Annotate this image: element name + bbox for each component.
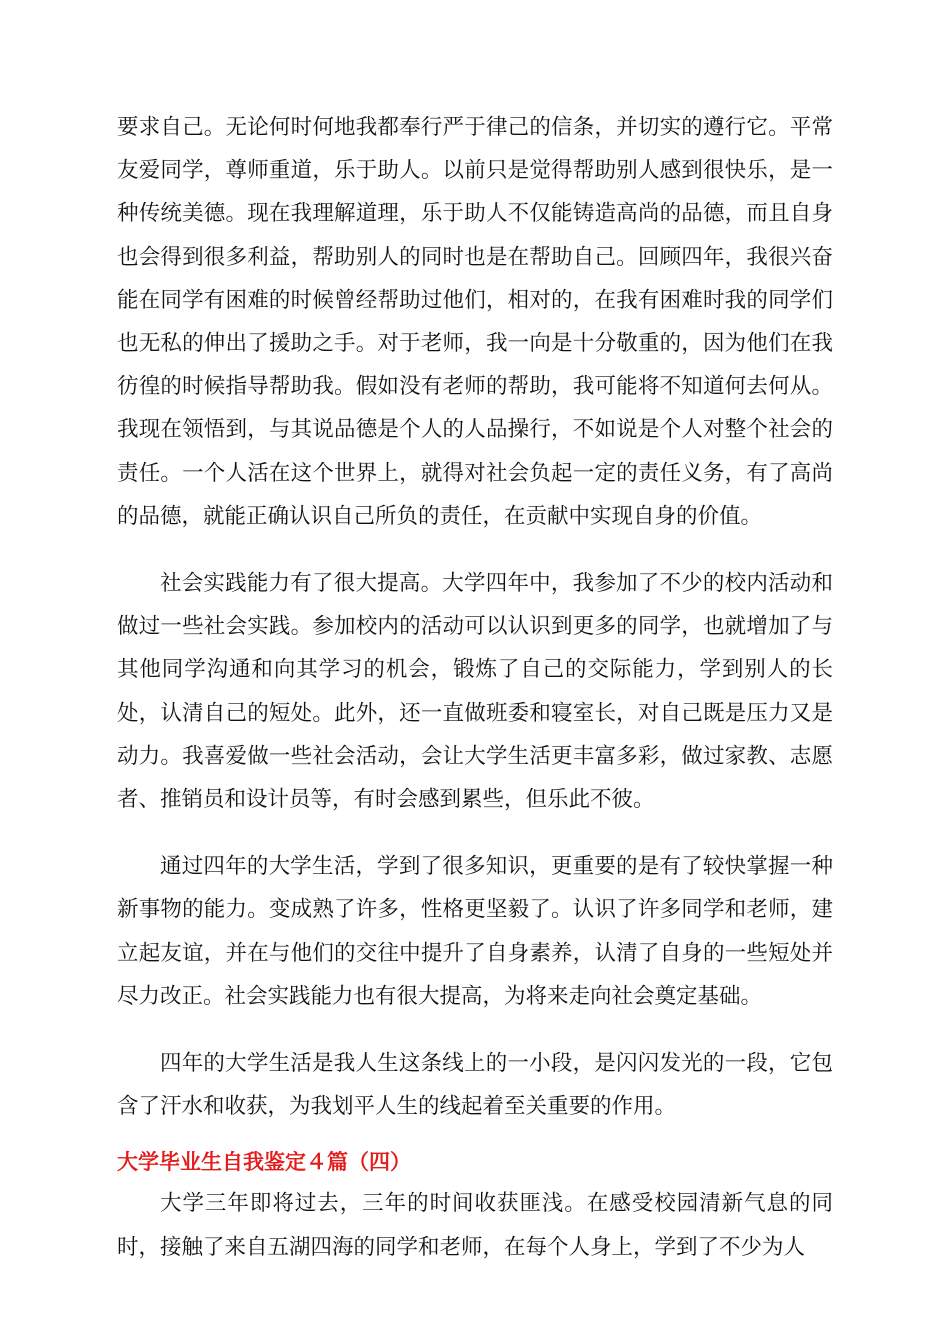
section-heading: 大学毕业生自我鉴定４篇（四） xyxy=(117,1150,411,1175)
paragraph-social-practice: 社会实践能力有了很大提高。大学四年中，我参加了不少的校内活动和做过一些社会实践。参加校内的活动可以认识到更多的同学，也就增加了与其他同学沟通和向其学习的机会，锻炼了自己的交际能力，学到别人的长处，认清自己的短处。此外，还一直做班委和寝室长，对自己既是压力又是动力。我喜爱做一些社会活动，会让大学生活更丰富多彩，做过家教、志愿者、推销员和设计员等，有时会感到累些，但乐此不彼。 xyxy=(117,571,833,813)
paragraph-section-four-intro: 大学三年即将过去，三年的时间收获匪浅。在感受校园清新气息的同时，接触了来自五湖四海的同学和老师，在每个人身上，学到了不少为人 xyxy=(117,1191,833,1260)
paragraph-four-years: 四年的大学生活是我人生这条线上的一小段，是闪闪发光的一段，它包含了汗水和收获，为我划平人生的线起着至关重要的作用。 xyxy=(117,1051,833,1120)
paragraph-university-life: 通过四年的大学生活，学到了很多知识，更重要的是有了较快掌握一种新事物的能力。变成熟了许多，性格更坚毅了。认识了许多同学和老师，建立起友谊，并在与他们的交往中提升了自身素养，认清了自身的一些短处并尽力改正。社会实践能力也有很大提高，为将来走向社会奠定基础。 xyxy=(117,854,833,1009)
document-page xyxy=(117,106,833,1269)
paragraph-self-discipline: 要求自己。无论何时何地我都奉行严于律己的信条，并切实的遵行它。平常友爱同学，尊师重道，乐于助人。以前只是觉得帮助别人感到很快乐，是一种传统美德。现在我理解道理，乐于助人不仅能铸造高尚的品德，而且自身也会得到很多利益，帮助别人的同时也是在帮助自己。回顾四年，我很兴奋能在同学有困难的时候曾经帮助过他们，相对的，在我有困难时我的同学们也无私的伸出了援助之手。对于老师，我一向是十分敬重的，因为他们在我彷徨的时候指导帮助我。假如没有老师的帮助，我可能将不知道何去何从。我现在领悟到，与其说品德是个人的人品操行，不如说是个人对整个社会的责任。一个人活在这个世界上，就得对社会负起一定的责任义务，有了高尚的品德，就能正确认识自己所负的责任，在贡献中实现自身的价值。 xyxy=(117,115,833,529)
